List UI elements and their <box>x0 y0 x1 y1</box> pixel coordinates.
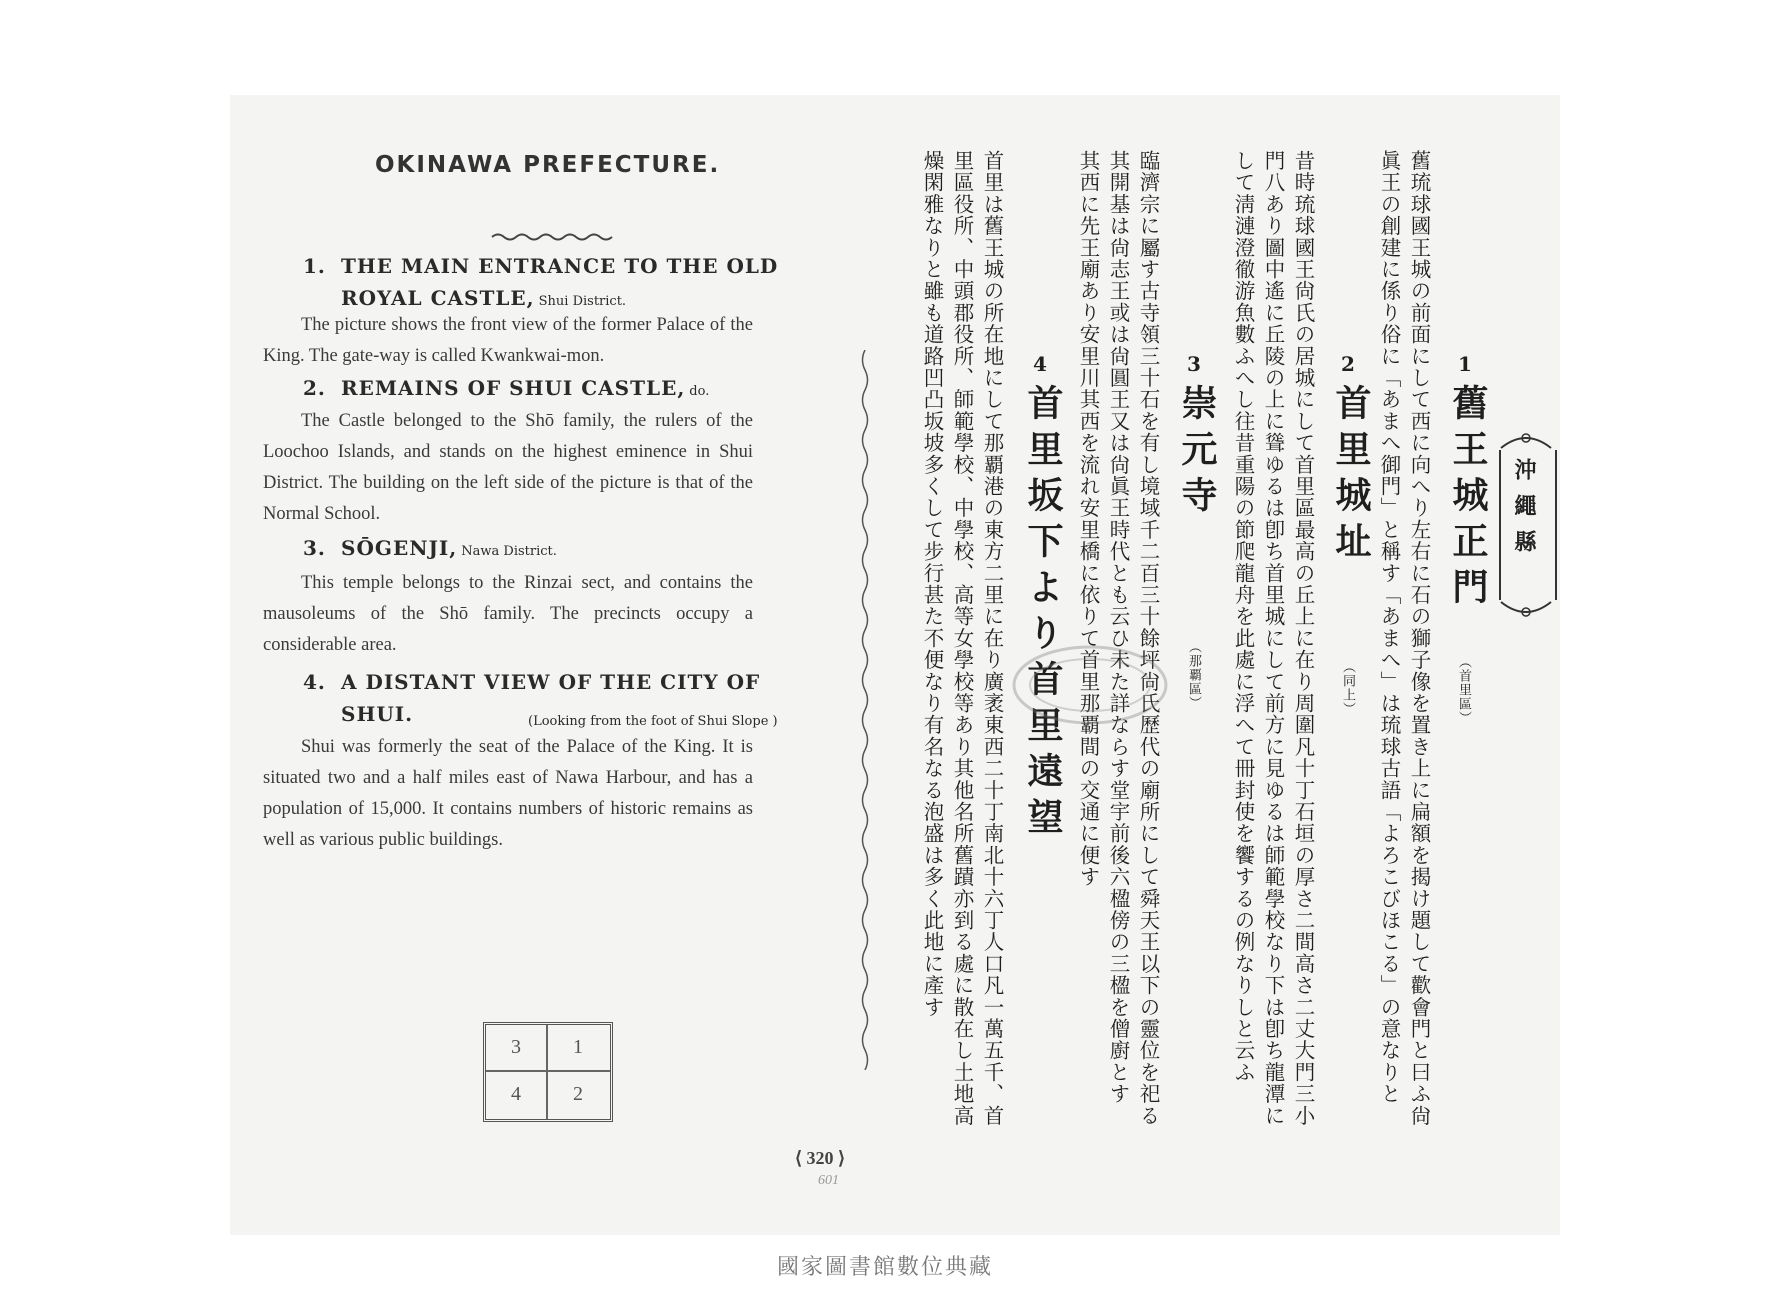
jp-section-2-line2: 門八あり圖中遙に丘陵の上に聳ゆるは卽ち首里城にして前方に見ゆるは師範學校なり下は卽ち龍潭に <box>1261 150 1285 1127</box>
picture-index-grid <box>483 1022 613 1122</box>
section-2-heading <box>303 372 823 408</box>
section-3-heading <box>303 532 823 568</box>
watermark-stamp <box>1010 640 1170 730</box>
section-number: 1. <box>303 254 326 278</box>
page-number: ⟨ 320 ⟩ <box>795 1148 846 1168</box>
section-4-body: Shui was formerly the seat of the Palace of the King. It is situated two and a half miles east of Nawa Harbour, and has a population of 15,000. It contains numbers of historic remains as well as various public buildings. <box>263 737 753 850</box>
grid-cell-top-left: 3 <box>511 1036 521 1058</box>
section-heading-line1: SŌGENJI, <box>341 536 458 560</box>
jp-section-3-line3: 其西に先王廟あり安里川其西を流れ安里橋に依りて首里那覇間の交通に便す <box>1076 150 1100 888</box>
title-ornament <box>490 230 620 244</box>
section-number: 4. <box>303 670 326 694</box>
prefecture-name: 沖繩縣 <box>1511 458 1537 566</box>
section-heading-line1: THE MAIN ENTRANCE TO THE OLD <box>341 254 779 278</box>
section-1-body: The picture shows the front view of the former Palace of the King. The gate-way is called Kwankwai-mon. <box>263 315 753 366</box>
library-credit: 國家圖書館數位典藏 <box>776 1255 993 1280</box>
section-heading-line2: SHUI. <box>341 702 414 726</box>
grid-cell-bottom-right: 2 <box>573 1083 583 1105</box>
section-number: 2. <box>303 376 326 400</box>
section-location: Shui District. <box>538 294 627 309</box>
section-number: 3. <box>303 536 326 560</box>
jp-section-2-location: （同上） <box>1340 660 1355 716</box>
section-location: (Looking from the foot of Shui Slope ) <box>528 714 778 729</box>
jp-section-4-number: 4 <box>1028 352 1052 376</box>
jp-section-2-title: 首里城址 <box>1330 384 1372 568</box>
jp-section-2-line1: 昔時琉球國王尙氏の居城にして首里區最高の丘上に在り周圍凡十丁石垣の厚さ二間高さ二丈大門三小 <box>1291 150 1315 1127</box>
section-1-heading <box>303 250 823 318</box>
section-heading-line1: A DISTANT VIEW OF THE CITY OF <box>341 670 761 694</box>
jp-section-1-number: 1 <box>1453 352 1477 376</box>
jp-section-1-title: 舊王城正門 <box>1447 384 1489 614</box>
jp-section-4-title: 首里坂下より首里遠望 <box>1022 384 1064 844</box>
jp-section-1-location: （首里區） <box>1456 655 1471 725</box>
section-4-heading <box>303 666 823 736</box>
jp-section-2-line3: して淸漣澄徹游魚數ふへし往昔重陽の節爬龍舟を此處に浮へて冊封使を饗するの例なりしと云ふ <box>1231 150 1255 1084</box>
english-title: OKINAWA PREFECTURE. <box>375 152 721 178</box>
section-2-body: The Castle belonged to the Shō family, the rulers of the Loochoo Islands, and stands on the highest eminence in Shui District. The building on the left side of the picture is that of the Normal School. <box>263 411 753 524</box>
column-divider <box>858 350 872 1070</box>
section-3-body: This temple belongs to the Rinzai sect, and contains the mausoleums of the Shō family. The precincts occupy a considerable area. <box>263 573 753 655</box>
prefecture-plaque <box>1495 420 1557 620</box>
jp-section-3-line1: 臨濟宗に屬す古寺領三十石を有し境域千二百三十餘坪尙氏歷代の廟所にして舜天王以下の靈位を祀る <box>1136 150 1160 1127</box>
section-location: Nawa District. <box>461 544 557 559</box>
section-heading-line2: ROYAL CASTLE, <box>341 286 535 310</box>
section-location: do. <box>689 384 710 399</box>
jp-section-3-location: （那覇區） <box>1186 640 1201 710</box>
jp-section-4-line3: 燥閑雅なりと雖も道路凹凸坂坡多くして步行甚た不便なり有名なる泡盛は多く此地に產す <box>920 150 944 1019</box>
jp-section-4-line1: 首里は舊王城の所在地にして那覇港の東方二里に在り廣袤東西二十丁南北十六丁人口凡一萬五千、首 <box>980 150 1004 1127</box>
section-heading-line1: REMAINS OF SHUI CASTLE, <box>341 376 686 400</box>
jp-section-3-line2: 其開基は尙志王或は尙圓王又は尙眞王時代とも云ひ未た詳ならす堂宇前後六楹傍の三楹を僧廚とす <box>1106 150 1130 1105</box>
jp-section-1-line2: 眞王の創建に係り俗に「あまへ御門」と稱す「あまへ」は琉球古語「よろこびほこる」の意なりと <box>1377 150 1401 1105</box>
jp-section-3-number: 3 <box>1182 352 1206 376</box>
grid-cell-bottom-left: 4 <box>511 1083 521 1105</box>
handwritten-page-number: 601 <box>818 1173 839 1188</box>
jp-section-4-line2: 里區役所、中頭郡役所、師範學校、中學校、高等女學校等あり其他名所舊蹟亦到る處に散在し土地高 <box>950 150 974 1127</box>
jp-section-1-line1: 舊琉球國王城の前面にして西に向へり左右に石の獅子像を置き上に扁額を揭け題して歡會門と曰ふ尙 <box>1407 150 1431 1127</box>
grid-cell-top-right: 1 <box>573 1036 583 1058</box>
jp-section-2-number: 2 <box>1336 352 1360 376</box>
jp-section-3-title: 崇元寺 <box>1176 384 1218 522</box>
